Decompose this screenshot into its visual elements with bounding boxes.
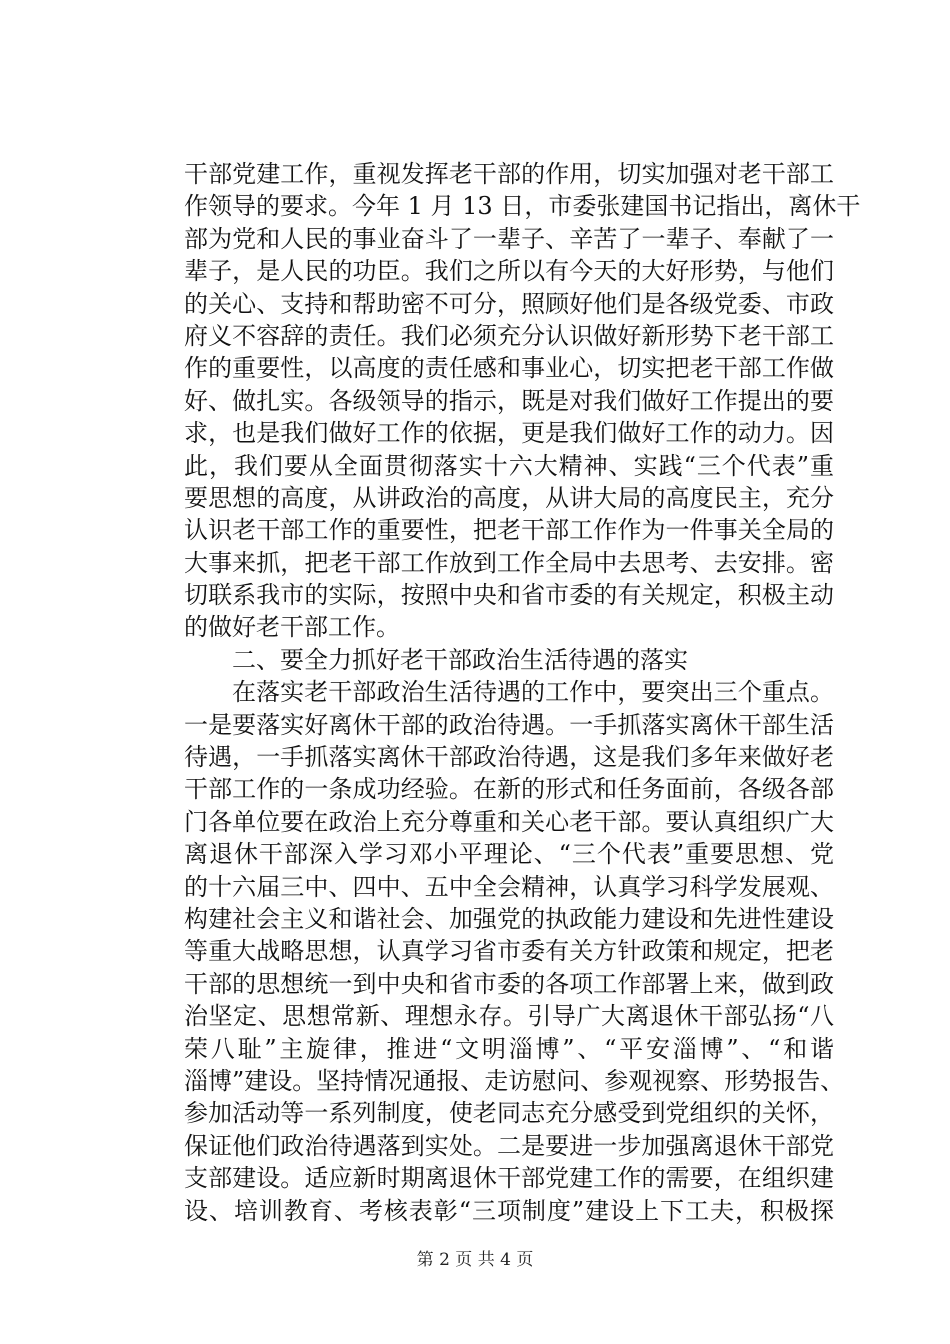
text-line: 的十六届三中、四中、五中全会精神，认真学习科学发展观、: [184, 872, 834, 901]
text-line: 辈子，是人民的功臣。我们之所以有今天的大好形势，与他们: [184, 257, 834, 286]
text-line: 府义不容辞的责任。我们必须充分认识做好新形势下老干部工: [184, 321, 834, 350]
text-line: 淄博”建设。坚持情况通报、走访慰问、参观视察、形势报告、: [184, 1066, 845, 1095]
text-line: 支部建设。适应新时期离退休干部党建工作的需要，在组织建: [184, 1164, 834, 1193]
text-line: 干部的思想统一到中央和省市委的各项工作部署上来，做到政: [184, 969, 834, 998]
text-line: 构建社会主义和谐社会、加强党的执政能力建设和先进性建设: [184, 904, 834, 933]
text-line: 一是要落实好离休干部的政治待遇。一手抓落实离休干部生活: [184, 710, 834, 739]
text-line: 等重大战略思想，认真学习省市委有关方针政策和规定，把老: [184, 937, 834, 966]
text-line: 设、培训教育、考核表彰“三项制度”建设上下工夫，积极探: [184, 1196, 834, 1225]
text-line: 离退休干部深入学习邓小平理论、“三个代表”重要思想、党: [184, 840, 834, 869]
text-line: 作领导的要求。今年 1 月 13 日，市委张建国书记指出，离休干: [184, 192, 861, 221]
text-line: 大事来抓，把老干部工作放到工作全局中去思考、去安排。密: [184, 548, 834, 577]
text-line: 门各单位要在政治上充分尊重和关心老干部。要认真组织广大: [184, 807, 834, 836]
text-line: 待遇，一手抓落实离休干部政治待遇，这是我们多年来做好老: [184, 743, 834, 772]
body-text: [184, 158, 861, 1227]
text-line: 好、做扎实。各级领导的指示，既是对我们做好工作提出的要: [184, 386, 834, 415]
text-line: 参加活动等一系列制度，使老同志充分感受到党组织的关怀，: [184, 1099, 834, 1128]
section-heading: 二、要全力抓好老干部政治生活待遇的落实: [232, 645, 688, 674]
text-line: 求，也是我们做好工作的依据，更是我们做好工作的动力。因: [184, 419, 834, 448]
text-line: 治坚定、思想常新、理想永存。引导广大离退休干部弘扬“八: [184, 1002, 834, 1031]
text-line: 保证他们政治待遇落到实处。二是要进一步加强离退休干部党: [184, 1131, 834, 1160]
text-line: 作的重要性，以高度的责任感和事业心，切实把老干部工作做: [184, 354, 834, 383]
page-footer: 第 2 页 共 4 页: [416, 1250, 534, 1270]
text-line: 干部工作的一条成功经验。在新的形式和任务面前，各级各部: [184, 775, 834, 804]
text-line: 在落实老干部政治生活待遇的工作中，要突出三个重点。: [232, 678, 834, 707]
text-line: 干部党建工作，重视发挥老干部的作用，切实加强对老干部工: [184, 160, 834, 188]
text-line: 认识老干部工作的重要性，把老干部工作作为一件事关全局的: [184, 516, 834, 545]
text-line: 的关心、支持和帮助密不可分，照顾好他们是各级党委、市政: [184, 289, 834, 318]
text-line: 要思想的高度，从讲政治的高度，从讲大局的高度民主，充分: [184, 483, 834, 512]
text-line: 荣八耻”主旋律，推进“文明淄博”、“平安淄博”、“和谐: [184, 1034, 834, 1063]
text-line: 的做好老干部工作。: [184, 613, 400, 642]
text-line: 此，我们要从全面贯彻落实十六大精神、实践“三个代表”重: [184, 451, 834, 480]
text-line: 切联系我市的实际，按照中央和省市委的有关规定，积极主动: [184, 581, 834, 610]
text-line: 部为党和人民的事业奋斗了一辈子、辛苦了一辈子、奉献了一: [184, 224, 834, 253]
